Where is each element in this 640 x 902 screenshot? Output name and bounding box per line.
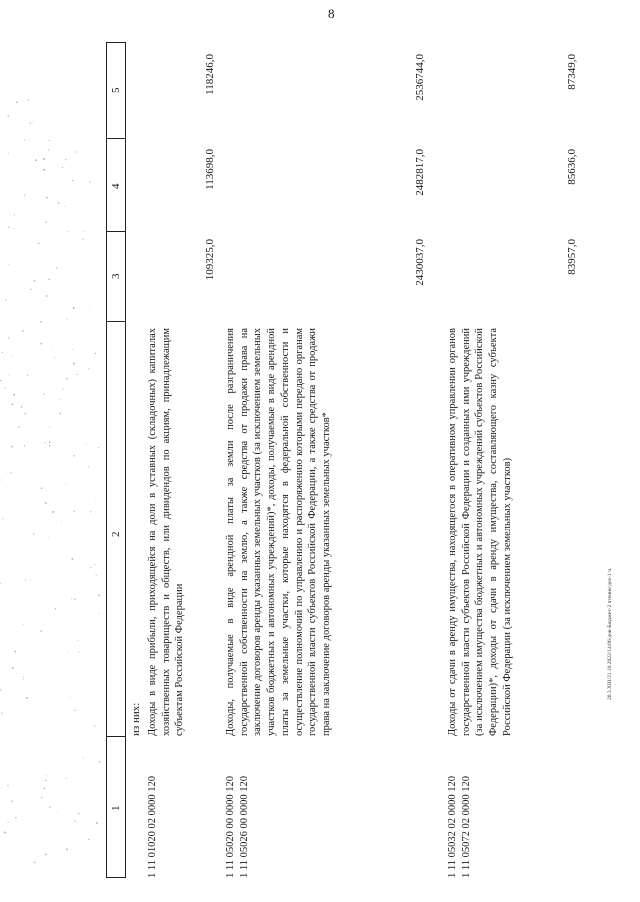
page-number: 8 xyxy=(328,6,335,21)
noise-dot xyxy=(73,455,74,456)
footer-code: 20.3.XIII/31.10.2022/14:06/дов-Бюджет-2 чтение/дох-1 ч. xyxy=(607,567,613,700)
value-col-3: 83957,0 xyxy=(566,239,578,275)
noise-dot xyxy=(14,214,15,215)
noise-dot xyxy=(30,289,31,290)
noise-dot xyxy=(11,446,13,448)
subheading: из них: xyxy=(130,702,142,736)
noise-dot xyxy=(1,713,2,714)
noise-dot xyxy=(7,822,8,823)
noise-dot xyxy=(73,363,75,365)
noise-dot xyxy=(40,630,42,632)
noise-dot xyxy=(46,197,48,199)
noise-dot xyxy=(75,820,76,821)
noise-dot xyxy=(61,521,62,522)
noise-dot xyxy=(86,444,87,445)
noise-dot xyxy=(23,624,24,625)
noise-dot xyxy=(43,393,44,394)
noise-dot xyxy=(73,307,75,309)
noise-dot xyxy=(54,357,55,358)
noise-dot xyxy=(98,595,100,597)
rotated-table xyxy=(106,42,618,878)
noise-dot xyxy=(48,279,50,281)
row-description: Доходы от сдачи в аренду имущества, находящегося в оперативном управлении органов государственной власти субъектов Российской Федерации и созданных ими учреждений (за исключением имущества бюджетных и автономных учреждений субъектов Российской Федерации)*, доходы от сдачи в аренду имущества, составляющего казну субъекта Российской Федерации (за исключением земельных участков) xyxy=(447,328,513,736)
noise-dot xyxy=(31,580,32,581)
noise-dot xyxy=(43,169,45,171)
noise-dot xyxy=(75,151,76,152)
noise-dot xyxy=(2,352,3,353)
noise-dot xyxy=(95,501,96,502)
noise-dot xyxy=(55,480,56,481)
noise-dot xyxy=(35,159,37,161)
noise-dot xyxy=(45,780,47,782)
divider xyxy=(107,138,125,139)
value-col-4: 2482817,0 xyxy=(414,149,426,196)
noise-dot xyxy=(41,797,42,798)
noise-dot xyxy=(8,153,9,154)
noise-dot xyxy=(67,231,68,232)
value-col-3: 2430037,0 xyxy=(414,239,426,286)
value-col-3: 109325,0 xyxy=(204,239,216,281)
noise-dot xyxy=(7,785,8,787)
noise-dot xyxy=(45,853,47,855)
noise-dot xyxy=(67,319,68,320)
header-col-2: 2 xyxy=(110,531,122,537)
noise-dot xyxy=(33,121,34,122)
noise-dot xyxy=(26,697,28,699)
noise-dot xyxy=(71,558,73,560)
noise-dot xyxy=(95,353,96,354)
noise-dot xyxy=(83,757,84,758)
noise-dot xyxy=(5,300,6,301)
noise-dot xyxy=(24,413,25,414)
noise-dot xyxy=(8,337,9,338)
noise-dot xyxy=(72,180,73,181)
noise-dot xyxy=(61,399,62,400)
noise-dot xyxy=(13,394,15,396)
row-description: Доходы в виде прибыли, приходящейся на доли в уставных (складочных) капиталах хозяйственных товариществ и обществ, или дивидендов по акциям, принадлежащим субъектам Российской Федерации xyxy=(147,328,186,736)
noise-dot xyxy=(0,689,1,690)
divider xyxy=(107,736,125,737)
noise-dot xyxy=(27,375,28,376)
noise-dot xyxy=(88,368,89,369)
noise-dot xyxy=(46,775,47,776)
noise-dot xyxy=(72,349,73,350)
noise-dot xyxy=(12,404,14,406)
noise-dot xyxy=(74,599,75,600)
noise-dot xyxy=(8,375,9,376)
noise-dot xyxy=(94,725,95,726)
noise-dot xyxy=(65,206,66,207)
noise-dot xyxy=(34,862,36,864)
noise-dot xyxy=(15,817,17,819)
noise-dot xyxy=(10,472,11,473)
noise-dot xyxy=(82,238,83,239)
noise-dot xyxy=(22,404,23,405)
noise-dot xyxy=(94,564,95,565)
noise-dot xyxy=(66,848,68,850)
noise-dot xyxy=(49,441,51,443)
noise-dot xyxy=(99,613,100,614)
budget-code: 1 11 01020 02 0000 120 xyxy=(147,776,158,878)
noise-dot xyxy=(58,202,60,204)
noise-dot xyxy=(46,295,48,297)
noise-dot xyxy=(18,426,19,427)
noise-dot xyxy=(78,652,79,653)
noise-dot xyxy=(49,427,50,428)
noise-dot xyxy=(49,445,50,446)
noise-dot xyxy=(66,483,67,484)
value-col-5: 87349,0 xyxy=(566,54,578,90)
value-col-4: 113698,0 xyxy=(204,149,216,190)
noise-dot xyxy=(12,667,14,669)
noise-dot xyxy=(65,159,66,160)
noise-dot xyxy=(0,479,1,480)
noise-dot xyxy=(88,839,89,840)
noise-dot xyxy=(11,355,12,356)
noise-dot xyxy=(62,389,63,390)
noise-dot xyxy=(46,221,47,222)
noise-dot xyxy=(41,487,43,489)
row-description: Доходы, получаемые в виде арендной платы за земли после разграничения государственной собственности на землю, а также средства от продажи права на заключение договоров аренды указанных земельных участков (за исключением земельных участков бюджетных и автономных учреждений)*, доходы, получаемые в виде арендной платы за земельные участки, которые находятся в федеральной собственности и осуществление полномочий по управлению и распоряжению которыми передано органам государственной власти субъектов Российской Федерации, а также средства от продажи права на заключение договоров аренды указанных земельных участков* xyxy=(225,328,332,736)
noise-dot xyxy=(90,567,91,568)
noise-dot xyxy=(7,116,8,117)
row-codes xyxy=(146,738,160,878)
noise-dot xyxy=(98,447,99,448)
noise-dot xyxy=(52,511,54,513)
row-codes xyxy=(224,738,251,878)
budget-code: 1 11 05026 00 0000 120 xyxy=(238,776,250,878)
header-col-4: 4 xyxy=(110,183,122,189)
header-col-3: 3 xyxy=(110,273,122,279)
noise-dot xyxy=(99,761,101,763)
noise-dot xyxy=(56,267,58,269)
noise-dot xyxy=(83,231,84,232)
noise-dot xyxy=(5,387,6,388)
noise-dot xyxy=(44,787,46,789)
noise-dot xyxy=(55,608,56,609)
noise-dot xyxy=(24,139,25,140)
noise-dot xyxy=(74,710,75,711)
noise-dot xyxy=(57,812,58,813)
noise-dot xyxy=(89,306,90,307)
noise-dot xyxy=(65,778,66,779)
noise-dot xyxy=(45,502,47,504)
table-header-row xyxy=(106,42,126,878)
noise-dot xyxy=(74,511,75,512)
value-col-5: 2536744,0 xyxy=(414,54,426,101)
noise-dot xyxy=(96,575,97,576)
value-col-4: 85636,0 xyxy=(566,149,578,185)
noise-dot xyxy=(24,445,25,446)
noise-dot xyxy=(77,640,78,641)
noise-dot xyxy=(89,181,90,182)
noise-dot xyxy=(78,813,79,814)
row-codes xyxy=(446,738,473,878)
noise-dot xyxy=(30,122,32,124)
noise-dot xyxy=(48,149,49,150)
noise-dot xyxy=(70,697,71,698)
noise-dot xyxy=(23,679,24,680)
noise-dot xyxy=(8,227,9,228)
budget-code: 1 11 05020 00 0000 120 xyxy=(225,776,236,878)
noise-dot xyxy=(25,579,26,580)
noise-dot xyxy=(28,99,29,100)
noise-dot xyxy=(62,167,63,168)
noise-dot xyxy=(66,378,68,380)
divider xyxy=(107,321,125,322)
budget-code: 1 11 05072 02 0000 120 xyxy=(460,776,472,878)
noise-dot xyxy=(71,598,72,599)
noise-dot xyxy=(21,406,23,408)
noise-dot xyxy=(77,374,78,375)
noise-dot xyxy=(13,228,14,229)
noise-dot xyxy=(33,533,34,534)
noise-dot xyxy=(90,511,91,512)
noise-dot xyxy=(8,264,9,265)
value-col-5: 118246,0 xyxy=(204,54,216,95)
noise-dot xyxy=(38,243,40,245)
noise-dot xyxy=(4,832,6,834)
noise-dot xyxy=(96,822,98,824)
noise-dot xyxy=(34,280,36,282)
noise-dot xyxy=(40,321,42,323)
noise-dot xyxy=(11,800,13,802)
budget-code: 1 11 05032 02 0000 120 xyxy=(447,776,458,878)
noise-dot xyxy=(68,651,69,652)
noise-dot xyxy=(45,442,46,443)
noise-dot xyxy=(16,101,18,103)
noise-dot xyxy=(15,651,17,653)
noise-dot xyxy=(40,343,42,345)
noise-dot xyxy=(22,330,24,332)
header-col-1: 1 xyxy=(110,805,122,811)
noise-dot xyxy=(0,380,1,382)
noise-dot xyxy=(52,345,53,346)
noise-dot xyxy=(59,413,61,415)
noise-dot xyxy=(49,140,50,141)
header-col-5: 5 xyxy=(110,87,122,93)
noise-dot xyxy=(2,518,3,519)
noise-dot xyxy=(43,158,45,160)
noise-dot xyxy=(49,537,50,538)
noise-dot xyxy=(24,195,25,196)
noise-dot xyxy=(88,467,89,468)
divider xyxy=(107,231,125,232)
noise-dot xyxy=(23,677,24,678)
noise-dot xyxy=(0,583,1,584)
noise-dot xyxy=(45,170,46,171)
noise-dot xyxy=(49,806,51,808)
